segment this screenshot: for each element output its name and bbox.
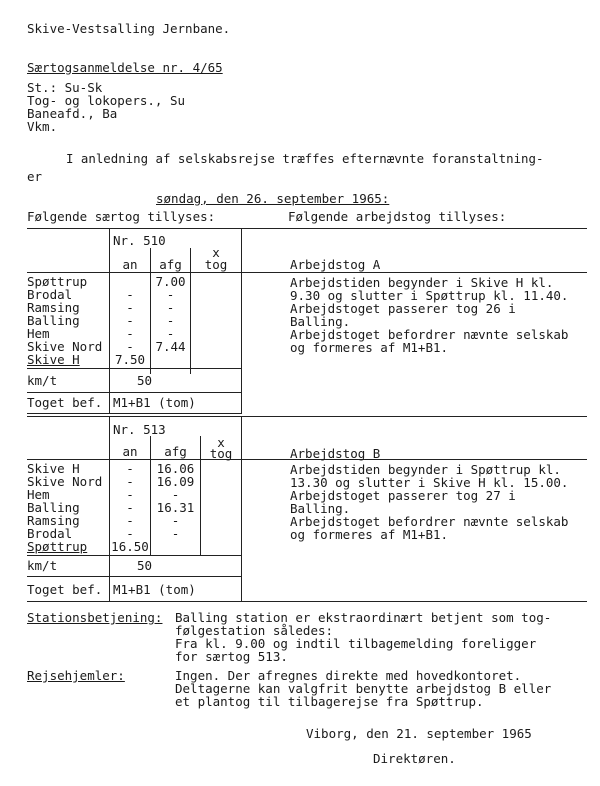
table-rule <box>27 576 242 577</box>
work-train-line: 9.30 og slutter i Spøttrup kl. 11.40. <box>290 288 569 303</box>
station-name: Hem <box>27 487 50 502</box>
column-header-an: an <box>122 444 138 459</box>
station-name: Ramsing <box>27 513 80 528</box>
composition-label: Toget bef. <box>27 582 103 597</box>
work-train-line: Arbejdstoget passerer tog 26 i <box>290 301 516 316</box>
column-header-tog: tog <box>209 446 233 461</box>
speed-value: 50 <box>137 373 153 388</box>
table-row <box>27 540 241 554</box>
column-header-x: x <box>217 435 225 450</box>
column-header-x: x <box>212 245 220 260</box>
departure-time: - <box>171 526 180 541</box>
intro-line: er <box>27 169 43 184</box>
travel-line: Ingen. Der afregnes direkte med hovedkontoret. <box>175 668 522 683</box>
work-train-line: Arbejdstoget befordrer nævnte selskab <box>290 514 569 529</box>
station-service-line: følgestation således: <box>175 623 334 638</box>
composition-value: M1+B1 (tom) <box>113 582 196 597</box>
table-rule <box>241 228 242 414</box>
station-service-line: Fra kl. 9.00 og indtil tilbagemelding foreligger <box>175 636 537 651</box>
table-rule <box>27 413 242 414</box>
arrival-time: 7.50 <box>114 352 146 367</box>
recipient-line: Tog- og lokopers., Su <box>27 93 186 108</box>
arrival-time: - <box>126 287 134 302</box>
table-rule <box>27 555 242 556</box>
station-service-label: Stationsbetjening: <box>27 610 163 625</box>
station-service-line: Balling station er ekstraordinært betjent som tog- <box>175 610 552 625</box>
table-rule <box>27 392 242 393</box>
departure-time: 16.09 <box>156 474 195 489</box>
work-train-line: Balling. <box>290 501 351 516</box>
recipient-line: Vkm. <box>27 119 58 134</box>
table-rule <box>241 416 242 602</box>
table-row <box>27 475 241 489</box>
work-train-title: Arbejdstog A <box>290 257 381 272</box>
departure-time: - <box>166 313 175 328</box>
date-heading: søndag, den 26. september 1965: <box>156 191 390 206</box>
station-name: Spøttrup <box>27 539 88 554</box>
arrival-time: - <box>126 339 134 354</box>
speed-label: km/t <box>27 558 58 573</box>
intro-line: I anledning af selskabsrejse træffes efternævnte foranstaltning- <box>66 151 544 166</box>
notice-title: Særtogsanmeldelse nr. 4/65 <box>27 60 223 75</box>
arrival-time: - <box>126 526 134 541</box>
arrival-time: - <box>126 474 134 489</box>
table-rule <box>27 601 587 602</box>
work-train-line: 13.30 og slutter i Skive H kl. 15.00. <box>290 475 569 490</box>
station-name: Brodal <box>27 526 73 541</box>
work-train-line: Arbejdstiden begynder i Spøttrup kl. <box>290 462 561 477</box>
departure-time: 7.00 <box>155 274 186 289</box>
station-name: Balling <box>27 313 80 328</box>
work-train-line: Arbejdstiden begynder i Skive H kl. <box>290 275 554 290</box>
table-rule <box>27 228 587 229</box>
arrival-time: - <box>126 513 134 528</box>
travel-line: Deltagerne kan valgfrit benytte arbejdstog B eller <box>175 681 552 696</box>
work-train-line: Balling. <box>290 314 351 329</box>
station-name: Hem <box>27 326 50 341</box>
table-rule <box>27 368 242 369</box>
departure-time: 16.06 <box>156 461 195 476</box>
arrival-time: - <box>126 326 134 341</box>
table-row <box>27 314 241 328</box>
recipient-line: St.: Su-Sk <box>27 80 103 95</box>
arrival-time: 16.50 <box>111 539 149 554</box>
arrival-time: - <box>126 487 134 502</box>
signature: Direktøren. <box>373 751 456 766</box>
left-heading: Følgende særtog tillyses: <box>27 209 216 224</box>
departure-time: - <box>166 326 175 341</box>
arrival-time: - <box>126 313 134 328</box>
train-number: Nr. 513 <box>113 422 166 437</box>
table-row <box>27 353 241 367</box>
column-header-afg: afg <box>164 444 187 459</box>
speed-value: 50 <box>137 558 153 573</box>
train-number: Nr. 510 <box>113 233 166 248</box>
work-train-line: Arbejdstoget passerer tog 27 i <box>290 488 516 503</box>
station-name: Balling <box>27 500 80 515</box>
arrival-time: - <box>126 461 134 476</box>
work-train-title: Arbejdstog B <box>290 446 381 461</box>
table-rule <box>27 272 587 273</box>
station-name: Skive H <box>27 461 80 476</box>
station-service-line: for særtog 513. <box>175 649 288 664</box>
station-name: Brodal <box>27 287 73 302</box>
station-name: Ramsing <box>27 300 80 315</box>
table-rule <box>27 416 587 417</box>
company-name: Skive-Vestsalling Jernbane. <box>27 21 231 36</box>
work-train-line: og formeres af M1+B1. <box>290 340 449 355</box>
station-name: Spøttrup <box>27 274 88 289</box>
station-name: Skive Nord <box>27 339 103 354</box>
work-train-line: Arbejdstoget befordrer nævnte selskab <box>290 327 569 342</box>
place-date: Viborg, den 21. september 1965 <box>306 726 532 741</box>
column-header-tog: tog <box>204 257 228 272</box>
departure-time: 16.31 <box>156 500 195 515</box>
recipient-line: Baneafd., Ba <box>27 106 118 121</box>
arrival-time: - <box>126 500 134 515</box>
departure-time: - <box>171 513 180 528</box>
column-header-afg: afg <box>159 257 182 272</box>
right-heading: Følgende arbejdstog tillyses: <box>288 209 507 224</box>
departure-time: - <box>171 487 180 502</box>
speed-label: km/t <box>27 373 58 388</box>
column-header-an: an <box>122 257 138 272</box>
station-name: Skive Nord <box>27 474 103 489</box>
composition-value: M1+B1 (tom) <box>113 395 196 410</box>
arrival-time: - <box>126 300 134 315</box>
departure-time: - <box>166 287 175 302</box>
travel-line: et plantog til tilbagerejse fra Spøttrup. <box>175 694 484 709</box>
composition-label: Toget bef. <box>27 395 103 410</box>
departure-time: - <box>166 300 175 315</box>
travel-label: Rejsehjemler: <box>27 668 125 683</box>
work-train-line: og formeres af M1+B1. <box>290 527 449 542</box>
station-name: Skive H <box>27 352 80 367</box>
departure-time: 7.44 <box>155 339 186 354</box>
